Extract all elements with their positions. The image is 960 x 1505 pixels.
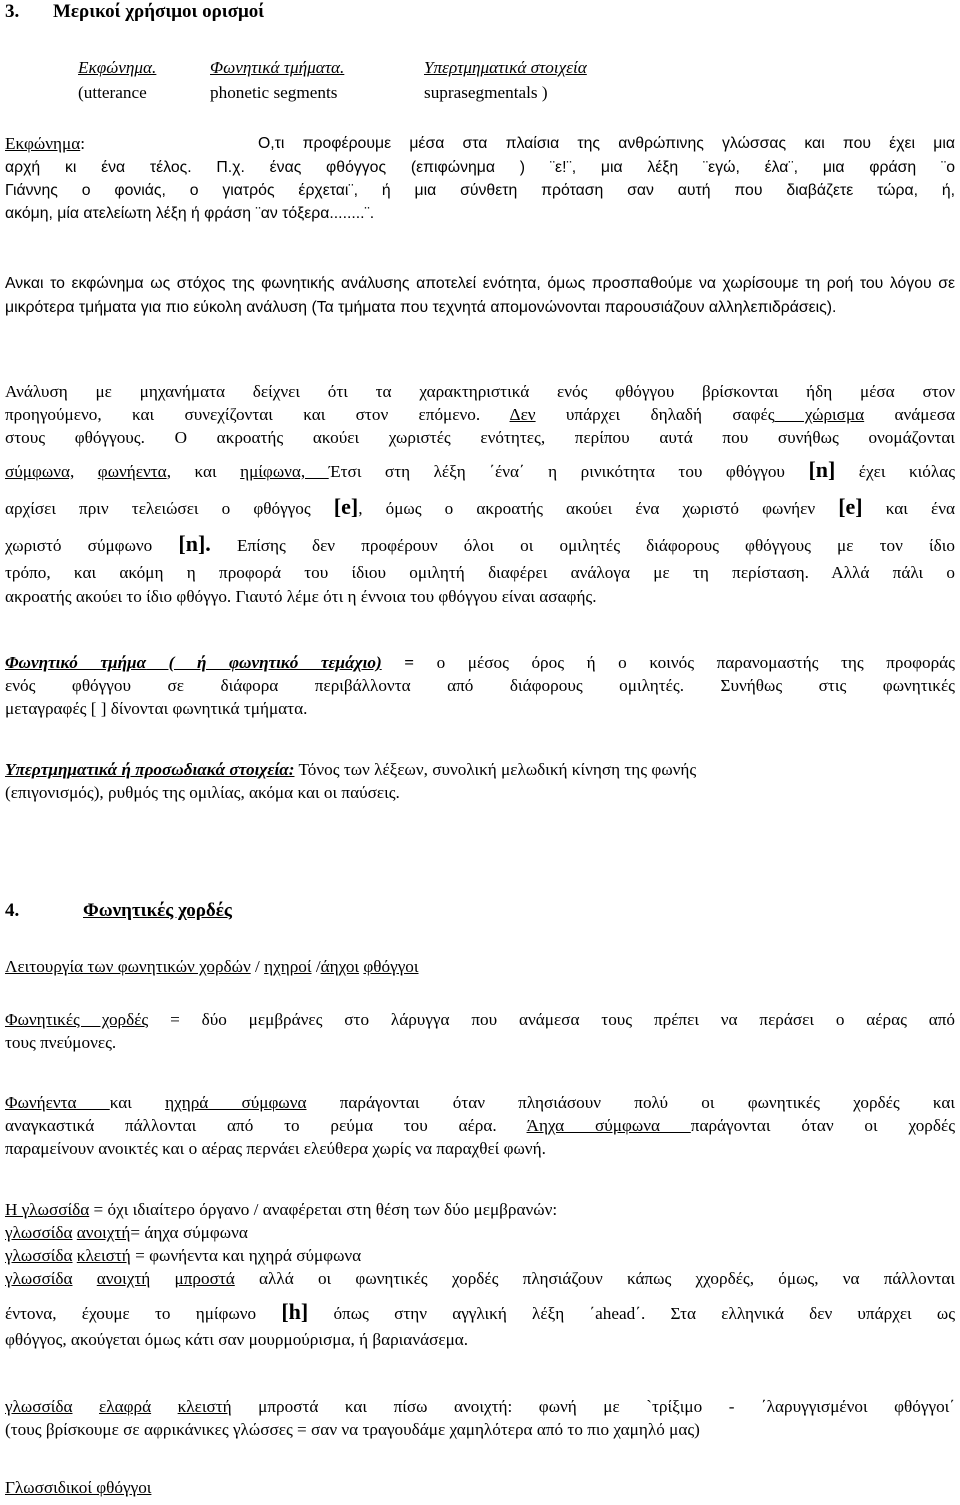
glottis-creaky-label: γλωσσίδα xyxy=(5,1397,73,1416)
section-4-heading xyxy=(5,899,955,923)
para2-line-3: στους φθόγγους. Ο ακροατής ακούει χωριστές ενότητες, περίπου αυτά που συνήθως ονομάζονται xyxy=(5,428,955,447)
vowels-term-2: Φωνήεντα xyxy=(5,1093,110,1112)
segment-line-2: ενός φθόγγου σε διάφορα περιβάλλοντα από διάφορους ομιλητές. Συνήθως στις φωνητικές xyxy=(5,676,955,695)
phonetic-segment-definition xyxy=(5,651,955,720)
vocal-cords-definition: Φωνητικές χορδές = δύο μεμβράνες στο λάρυγγα που ανάμεσα τους πρέπει να περάσει ο αέρας από τους πνεύμονες. xyxy=(5,1010,955,1052)
para2-line-7: τρόπο, και ακόμη η προφορά του ίδιου ομιλητή διαφέρει ανάλογα με τη περίσταση. Αλλά πάλι ο xyxy=(5,563,955,582)
suprasegmentals-definition xyxy=(5,758,955,804)
para2-line-6: χωριστό σύμφωνο [n]. Επίσης δεν προφέρουν όλοι οι ομιλητές διάφορους φθόγγους με τον ίδιο xyxy=(5,531,955,556)
glottis-term: Η γλωσσίδα xyxy=(5,1200,90,1219)
paragraph-phoneme-analysis xyxy=(5,380,955,608)
para2-line-4: σύμφωνα, φωνήεντα, και ημίφωνα, Έτσι στη λέξη ΄ένα΄ η ρινικότητα του φθόγγου [n] έχει κιόλας xyxy=(5,457,956,482)
section-4-number: 4. xyxy=(5,900,20,921)
section-3-heading xyxy=(5,0,955,24)
para2-line-5: αρχίσει πριν τελειώσει ο φθόγγος [e], όμως ο ακροατής ακούει ένα χωριστό φωνήεν [e] και ένα xyxy=(5,494,955,519)
creaky-voice-paragraph: γλωσσίδα ελαφρά κλειστή μπροστά και πίσω ανοιχτή: φωνή με `τρίξιμο - ΄λαρυγγισμένοι φθόγγοι΄ (τους βρίσκουμε σε αφρικάνικες γλώσσες = σαν να τραγουδάμε χαμηλότερα από το πιο χαμηλό μας) xyxy=(5,1397,956,1439)
para2-line-2: προηγούμενο, και συνεχίζονται και στον επόμενο. Δεν υπάρχει δηλαδή σαφές χώρισμα ανάμεσα xyxy=(5,405,955,424)
voiced-consonants-term: ηχηρά σύμφωνα xyxy=(165,1093,307,1112)
vocal-cords-line-2: τους πνεύμονες. xyxy=(5,1033,117,1052)
para2-line-8: ακροατής ακούει το ίδιο φθόγγο. Γιαυτό λέμε ότι η έννοια του φθόγγου είναι ασαφής. xyxy=(5,587,597,606)
phonetic-segment-alt-term: ( ή φωνητικό τεμάχιο) xyxy=(146,653,382,672)
segment-line-1: Φωνητικό τμήμα ( ή φωνητικό τεμάχιο) = ο μέσος όρος ή ο κοινός παρανομαστής της προφοράς xyxy=(5,653,955,672)
utterance-line-2: αρχή κι ένα τέλος. Π.χ. ένας φθόγγος (επιφώνημα ) ¨ε!¨, μια λέξη ¨εγώ, έλα¨, μια φράση ¨ο xyxy=(5,159,955,176)
section-3-number: 3. xyxy=(5,1,20,22)
term-utterance-en: (utterance xyxy=(78,83,147,102)
term-utterance-gr: Εκφώνημα. xyxy=(78,58,157,77)
paragraph-segmentation: Ανκαι το εκφώνημα ως στόχος της φωνητικής ανάλυσης αποτελεί ενότητα, όμως προσπαθούμε να χωρίσουμε τη ροή του λόγου σε μικρότερα τμήματα για πιο εύκολη ανάλυση (Τα τμήματα που τεχνητά απομονώνονται παρουσιάζουν αλληλεπιδράσεις). xyxy=(5,275,955,316)
sounds-term: φθόγγοι xyxy=(363,957,419,976)
glottal-sounds-heading xyxy=(5,1476,955,1499)
vocal-cords-term: Φωνητικές χορδές xyxy=(5,1010,149,1029)
glottis-closed-label: γλωσσίδα xyxy=(5,1246,73,1265)
no-underline-word: Δεν xyxy=(509,405,536,424)
glottis-open-front-label: γλωσσίδα xyxy=(5,1269,73,1288)
suprasegmentals-term: Υπερτμηματικά ή προσωδιακά xyxy=(5,760,226,779)
vowels-line-3: παραμείνουν ανοικτές και ο αέρας περνάει ελεύθερα χωρίς να παραχθεί φωνή. xyxy=(5,1139,546,1158)
ipa-n-1: [n] xyxy=(808,457,836,482)
separation-underline-word: χώρισμα xyxy=(774,405,865,424)
utterance-line-3: Γιάννης ο φονιάς, ο γιατρός έρχεται¨, ή μια σύνθετη πρόταση σαν αυτή που διαβάζετε τώρα, ή, xyxy=(5,182,955,199)
consonants-term: σύμφωνα, xyxy=(5,462,75,481)
vowels-term: φωνήεντα xyxy=(97,462,167,481)
term-segments-en: phonetic segments xyxy=(210,83,338,102)
utterance-definition xyxy=(5,132,955,225)
ipa-e-1: [e] xyxy=(333,494,359,519)
segment-line-3: μεταγραφές [ ] δίνονται φωνητικά τμήματα. xyxy=(5,699,308,718)
glottis-definitions: Η γλωσσίδα = όχι ιδιαίτερο όργανο / αναφέρεται στη θέση των δύο μεμβρανών: γλωσσίδα ανοιχτή= άηχα σύμφωνα γλωσσίδα κλειστή = φωνήεντα και ηχηρά σύμφωνα γλωσσίδα ανοιχτή μπροστά αλλά οι φωνητικές χορδές πλησιάζουν κάπως χχορδές, όμως, να πάλλονται έντονα, έχουμε το ημίφωνο [h] όπως στην αγγλική λέξη ΄ahead΄. Στα ελληνικά δεν υπάρχει ως φθόγγος, ακούγεται όμως κάτι σαν μουρμούρισμα, ή βαριανάσεμα. xyxy=(5,1200,956,1349)
suprasegmentals-term-b: στοιχεία: xyxy=(225,760,295,779)
term-suprasegmentals-gr: Υπερτμηματικά στοιχεία xyxy=(424,58,587,77)
ipa-n-2: [n]. xyxy=(178,531,211,556)
phonetic-segment-term: Φωνητικό τμήμα xyxy=(5,653,147,672)
para2-line-1: Ανάλυση με μηχανήματα δείχνει ότι τα χαρακτηριστικά ενός φθόγγου βρίσκονται ήδη μέσα στον xyxy=(5,382,955,401)
voiced-term: ηχηροί xyxy=(264,957,312,976)
section-3-title: Μερικοί χρήσιμοι ορισμοί xyxy=(53,1,265,22)
ipa-h: [h] xyxy=(281,1299,309,1324)
glottal-sounds-term: Γλωσσιδικοί φθόγγοι xyxy=(5,1478,152,1497)
supra-line-2: (επιγονισμός), ρυθμός της ομιλίας, ακόμα και οι παύσεις. xyxy=(5,783,400,802)
glottis-open-label: γλωσσίδα xyxy=(5,1223,73,1242)
function-title: Λειτουργία των φωνητικών χορδών xyxy=(5,957,251,976)
glottis-line-3: φθόγγος, ακούγεται όμως κάτι σαν μουρμούρισμα, ή βαριανάσεμα. xyxy=(5,1330,469,1349)
utterance-label: Εκφώνημα xyxy=(5,134,81,153)
voiceless-consonants-term: Άηχα σύμφωνα xyxy=(526,1116,691,1135)
section-4-title: Φωνητικές χορδές xyxy=(83,900,232,921)
vocal-cords-function: Λειτουργία των φωνητικών χορδών / ηχηροί /άηχοι φθόγγοι xyxy=(5,957,419,976)
utterance-line-1: Ο,τι προφέρουμε μέσα στα πλαίσια της ανθρώπινης γλώσσας και που έχει μια xyxy=(258,135,955,152)
semivowels-term: ημίφωνα, xyxy=(240,462,329,481)
supra-line-1: Υπερτμηματικά ή προσωδιακά στοιχεία: Τόνος των λέξεων, συνολική μελωδική κίνηση της φωνής xyxy=(5,760,697,779)
utterance-line-4: ακόμη, μία ατελείωτη λέξη ή φράση ¨αν τόξερα........¨. xyxy=(5,205,375,222)
term-segments-gr: Φωνητικά τμήματα. xyxy=(210,58,345,77)
voiceless-term: άηχοι xyxy=(320,957,360,976)
utterance-colon: : xyxy=(80,134,86,153)
ipa-e-2: [e] xyxy=(838,494,863,519)
vowels-voiced-paragraph: Φωνήεντα και ηχηρά σύμφωνα παράγονται όταν πλησιάσουν πολύ οι φωνητικές χορδές και αναγκαστικά πάλλονται από το ρεύμα του αέρα. Άηχα σύμφωνα παράγονται όταν οι χορδές παραμείνουν ανοικτές και ο αέρας περνάει ελεύθερα χωρίς να παραχθεί φωνή. xyxy=(5,1093,956,1158)
term-suprasegmentals-en: suprasegmentals ) xyxy=(424,83,548,102)
creaky-line-2: (τους βρίσκουμε σε αφρικάνικες γλώσσες = σαν να τραγουδάμε χαμηλότερα από το πιο χαμηλό μας) xyxy=(5,1420,700,1439)
